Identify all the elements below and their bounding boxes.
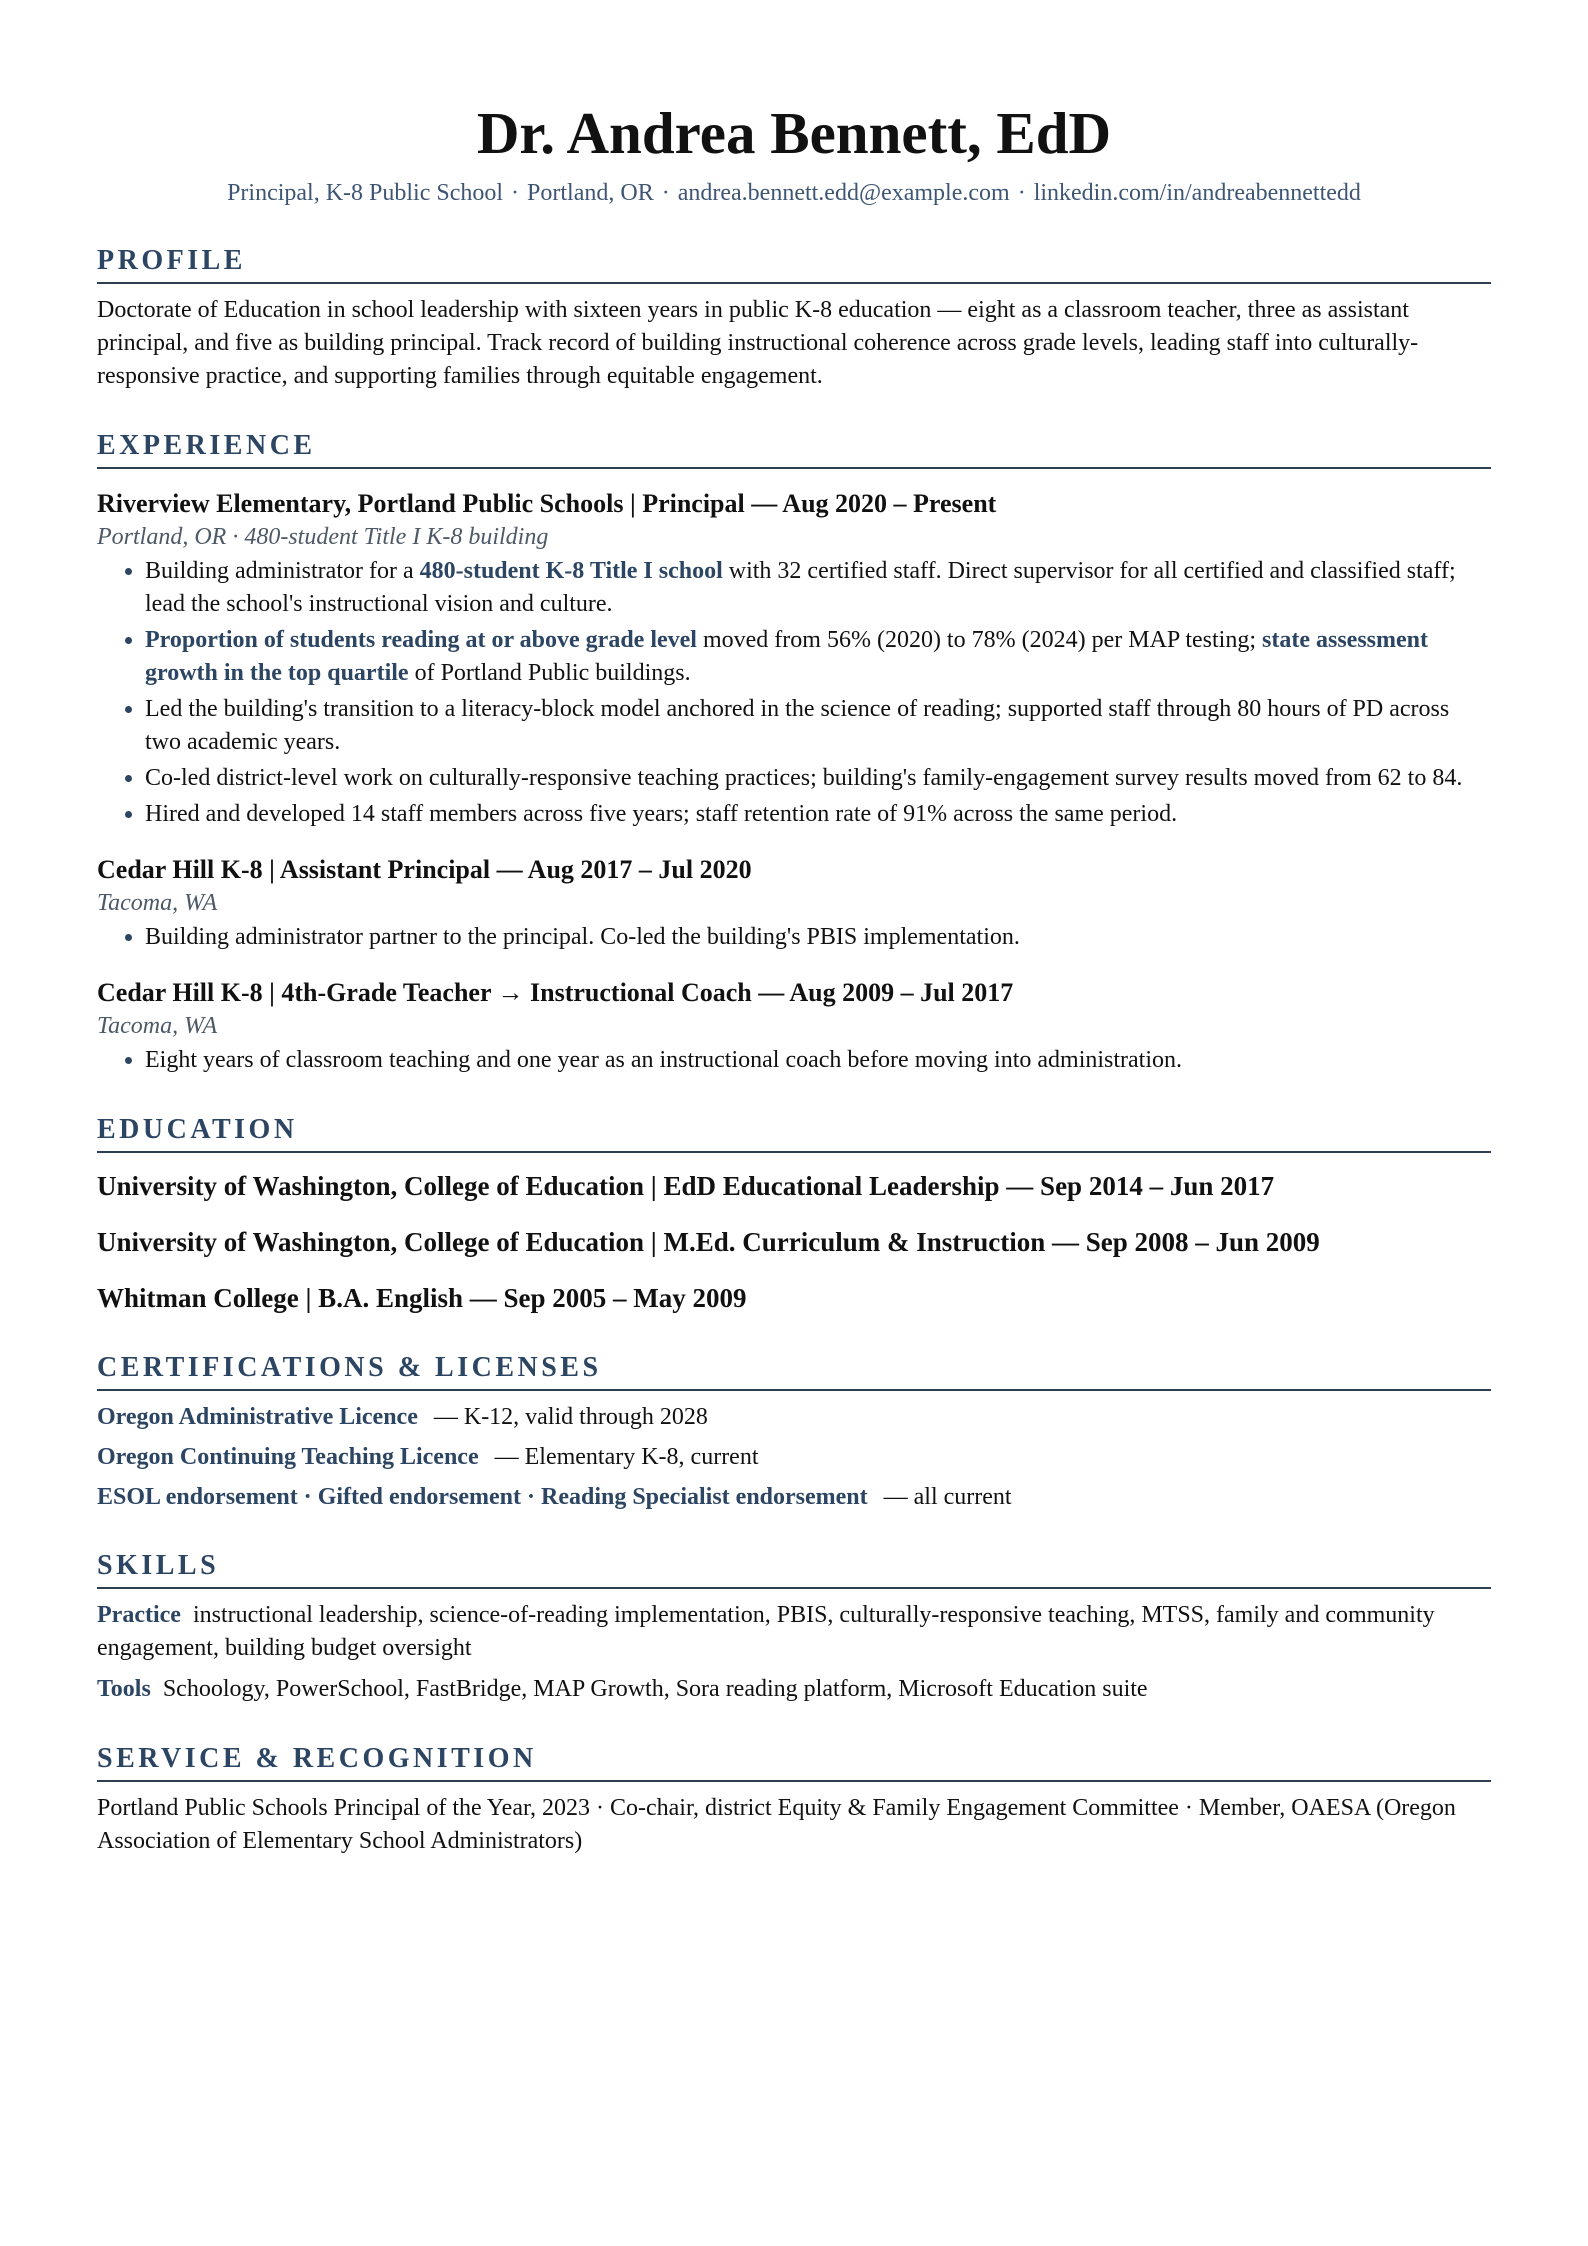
contact-location: Portland, OR [527,180,654,206]
skill-text: instructional leadership, science-of-reading implementation, PBIS, culturally-responsive teaching, MTSS, family and community engagement, building budget oversight [97,1602,1435,1661]
contact-separator: · [661,180,670,206]
contact-separator: · [511,180,520,206]
bullet-text: with 32 certified staff. Direct supervisor for all certified and classified staff; lead the school's instructional vision and culture. [145,558,1456,617]
certification-list [97,1401,1491,1513]
bullet-item [145,1044,1491,1077]
job-list [97,487,1491,1077]
education-item: Whitman College | B.A. English — Sep 2005 – May 2009 [97,1283,747,1313]
section-title-education: EDUCATION [97,1113,1491,1153]
certification-detail: — all current [883,1484,1012,1510]
candidate-name: Dr. Andrea Bennett, EdD [476,100,1112,166]
certification-name: Oregon Administrative Licence [97,1404,418,1430]
skill-label: Practice [97,1602,181,1628]
service-text: Portland Public Schools Principal of the Year, 2023 · Co-chair, district Equity & Family Engagement Committee · Member, OAESA (Oregon Association of Elementary School Administrators) [97,1795,1456,1854]
section-title-experience: EXPERIENCE [97,429,1491,469]
service-section [97,1742,1491,1858]
skill-text: Schoology, PowerSchool, FastBridge, MAP Growth, Sora reading platform, Microsoft Education suite [162,1676,1148,1702]
profile-section [97,244,1491,393]
bullet-highlight: state assessment growth in the top quartile [145,627,1428,686]
section-title-profile: PROFILE [97,244,1491,284]
certification-item [97,1481,1491,1513]
bullet-item [145,798,1491,831]
job-entry [97,487,1491,831]
bullet-highlight: 480-student K-8 Title I school [419,558,723,584]
contact-email[interactable]: andrea.bennett.edd@example.com [677,180,1010,206]
bullet-item [145,555,1491,621]
education-item: University of Washington, College of Education | M.Ed. Curriculum & Instruction — Sep 2008 – Jun 2009 [97,1227,1320,1257]
bullet-text: Co-led district-level work on culturally-responsive teaching practices; building's family-engagement survey results moved from 62 to 84. [145,765,1463,791]
contact-title: Principal, K-8 Public School [227,180,504,206]
section-title-certifications: CERTIFICATIONS & LICENSES [97,1351,1491,1391]
bullet-text: Led the building's transition to a literacy-block model anchored in the science of reading; supported staff through 80 hours of PD across two academic years. [145,696,1450,755]
job-bullets [97,555,1491,831]
education-list [97,1169,1491,1315]
section-title-service: SERVICE & RECOGNITION [97,1742,1491,1782]
bullet-text: Building administrator for a [145,558,420,584]
contact-line [97,178,1491,208]
skill-list [97,1599,1491,1706]
bullet-item [145,693,1491,759]
certification-item [97,1441,1491,1473]
bullet-text: Building administrator partner to the principal. Co-led the building's PBIS implementation. [145,924,1020,950]
contact-linkedin[interactable]: linkedin.com/in/andreabennettedd [1033,180,1361,206]
job-bullets [97,921,1491,954]
job-location: Tacoma, WA [97,890,218,916]
contact-separator: · [1017,180,1026,206]
job-location: Portland, OR · 480-student Title I K-8 building [97,524,549,550]
bullet-item [145,624,1491,690]
skills-section [97,1549,1491,1706]
profile-text: Doctorate of Education in school leadership with sixteen years in public K-8 education — eight as a classroom teacher, three as assistant principal, and five as building principal. Track record of building instructional coherence across grade levels, leading staff into culturally-responsive practice, and supporting families through equitable engagement. [97,297,1419,389]
experience-section [97,429,1491,1077]
job-entry [97,853,1491,954]
job-heading: Cedar Hill K-8 | Assistant Principal — Aug 2017 – Jul 2020 [97,855,752,884]
job-heading: Cedar Hill K-8 | 4th-Grade Teacher → Instructional Coach — Aug 2009 – Jul 2017 [97,978,1014,1007]
job-bullets [97,1044,1491,1077]
certification-name: Oregon Continuing Teaching Licence [97,1444,479,1470]
bullet-text: Eight years of classroom teaching and one year as an instructional coach before moving into administration. [145,1047,1183,1073]
skill-item [97,1673,1491,1706]
certification-item [97,1401,1491,1433]
education-section [97,1113,1491,1315]
job-location: Tacoma, WA [97,1013,218,1039]
education-item: University of Washington, College of Education | EdD Educational Leadership — Sep 2014 – Jun 2017 [97,1171,1275,1201]
section-title-skills: SKILLS [97,1549,1491,1589]
bullet-text: moved from 56% (2020) to 78% (2024) per MAP testing; [696,627,1263,653]
bullet-text: Hired and developed 14 staff members across five years; staff retention rate of 91% across the same period. [145,801,1178,827]
certification-detail: — Elementary K-8, current [494,1444,759,1470]
bullet-text: of Portland Public buildings. [408,660,691,686]
job-heading: Riverview Elementary, Portland Public Schools | Principal — Aug 2020 – Present [97,489,997,518]
job-entry [97,976,1491,1077]
certifications-section [97,1351,1491,1513]
bullet-item [145,762,1491,795]
certification-name: ESOL endorsement · Gifted endorsement · Reading Specialist endorsement [97,1484,868,1510]
skill-item [97,1599,1491,1665]
skill-label: Tools [97,1676,151,1702]
bullet-item [145,921,1491,954]
bullet-highlight: Proportion of students reading at or above grade level [145,627,697,653]
certification-detail: — K-12, valid through 2028 [433,1404,708,1430]
